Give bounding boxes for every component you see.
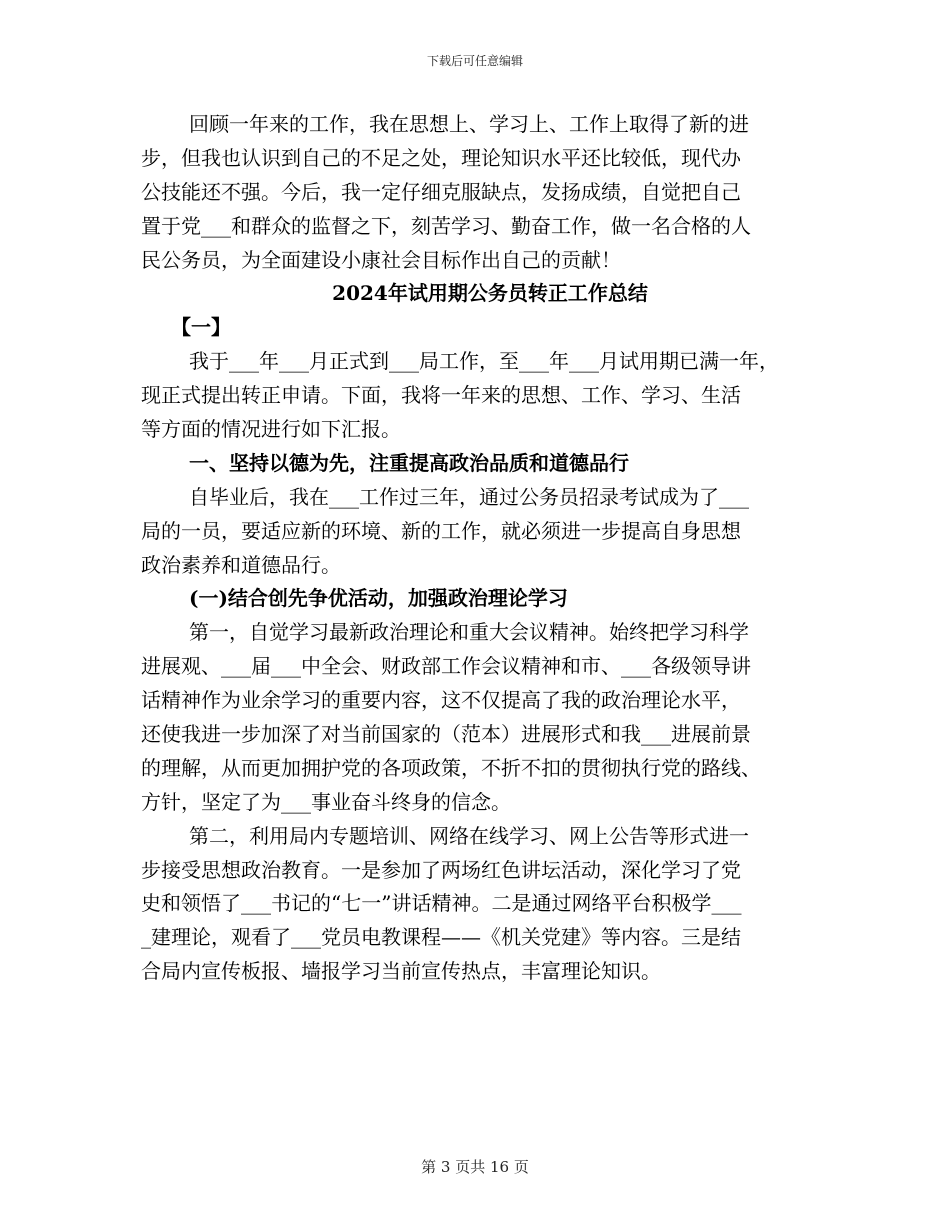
paragraph-line: 史和领悟了___书记的“七一”讲话精神。二是通过网络平台积极学___ [141,891,742,916]
paragraph-line: 政治素养和道德品行。 [141,552,341,577]
paragraph-line: 步，但我也认识到自己的不足之处，理论知识水平还比较低，现代办 [141,145,741,170]
paragraph-line: 话精神作为业余学习的重要内容，这不仅提高了我的政治理论水平， [141,688,741,713]
page-footer: 第 3 页共 16 页 [421,1158,529,1176]
page-header: 下载后可任意编辑 [426,54,523,68]
paragraph-line: 的理解，从而更加拥护党的各项政策，不折不扣的贯彻执行党的路线、 [141,755,761,780]
paragraph-line: 还使我进一步加深了对当前国家的（范本）进展形式和我___进展前景 [141,722,751,747]
paragraph-line: 进展观、___届___中全会、财政部工作会议精神和市、___各级领导讲 [141,654,751,679]
section-heading: 一、坚持以德为先，注重提高政治品质和道德品行 [189,450,629,475]
paragraph-line: 公技能还不强。今后，我一定仔细克服缺点，发扬成绩，自觉把自己 [141,179,741,204]
paragraph-line: 步接受思想政治教育。一是参加了两场红色讲坛活动，深化学习了党 [141,857,741,882]
paragraph-line: 回顾一年来的工作，我在思想上、学习上、工作上取得了新的进 [189,112,749,136]
paragraph-line: 合局内宣传板报、墙报学习当前宣传热点，丰富理论知识。 [141,959,661,984]
paragraph-line: 第二，利用局内专题培训、网络在线学习、网上公告等形式进一 [189,823,749,848]
section-marker: 【一】 [171,315,231,340]
paragraph-line: 等方面的情况进行如下汇报。 [141,417,401,442]
paragraph-line: 自毕业后，我在___工作过三年，通过公务员招录考试成为了___ [189,484,749,509]
paragraph-line: 局的一员，要适应新的环境、新的工作，就必须进一步提高自身思想 [141,518,741,543]
paragraph-line: 置于党___和群众的监督之下，刻苦学习、勤奋工作，做一名合格的人 [141,213,751,238]
paragraph-line: 民公务员，为全面建设小康社会目标作出自己的贡献！ [141,247,621,272]
paragraph-line: _建理论，观看了___党员电教课程——《机关党建》等内容。三是结 [141,925,741,950]
paragraph-line: 现正式提出转正申请。下面，我将一年来的思想、工作、学习、生活 [141,383,741,408]
document-body [141,108,821,989]
paragraph-line: 第一，自觉学习最新政治理论和重大会议精神。始终把学习科学 [189,620,749,645]
paragraph-line: 方针，坚定了为___事业奋斗终身的信念。 [141,789,511,814]
document-title: 2024年试用期公务员转正工作总结 [332,281,648,306]
subsection-heading: (一)结合创先争优活动，加强政治理论学习 [189,586,568,611]
paragraph-line: 我于___年___月正式到___局工作，至___年___月试用期已满一年， [189,349,779,374]
